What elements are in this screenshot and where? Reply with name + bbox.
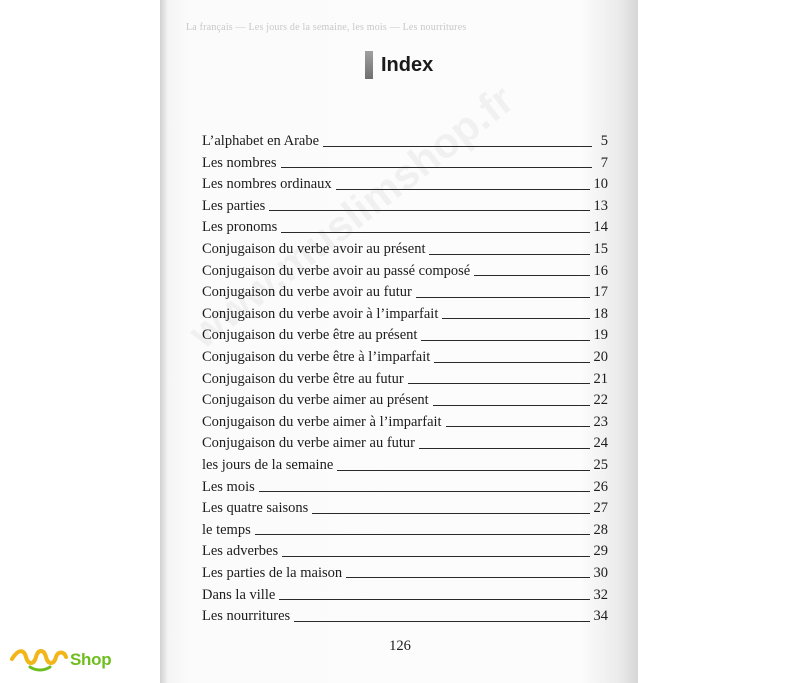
- index-entry: [202, 604, 608, 626]
- index-entry: [202, 345, 608, 367]
- index-entry-leader-line: [408, 383, 590, 384]
- index-entry: [202, 518, 608, 540]
- index-entry-page: 26: [593, 478, 608, 495]
- index-entry: [202, 388, 608, 410]
- index-entry-page: 24: [593, 435, 608, 452]
- index-entry: [202, 582, 608, 604]
- index-entry-leader-line: [281, 167, 593, 168]
- index-entry-leader-line: [281, 232, 589, 233]
- index-entry: [202, 453, 608, 475]
- muslimshop-swirl-logo-icon: [10, 645, 72, 675]
- index-entry-page: 27: [593, 500, 608, 517]
- index-entry-page: 30: [593, 564, 608, 581]
- index-entry-page: 25: [593, 457, 608, 473]
- index-entry-leader-line: [279, 599, 589, 600]
- shop-logo[interactable]: [10, 645, 111, 675]
- index-entry-leader-line: [346, 577, 589, 578]
- index-entry-leader-line: [323, 146, 592, 147]
- index-heading: [365, 50, 433, 80]
- index-entry-page: 14: [593, 219, 608, 236]
- index-entry-label: Les nourritures: [202, 608, 291, 625]
- index-entry: [202, 215, 608, 237]
- index-entry: [202, 431, 608, 453]
- index-entry-leader-line: [259, 491, 590, 492]
- index-entry-leader-line: [421, 340, 589, 341]
- index-entry-leader-line: [282, 556, 589, 557]
- index-entry-leader-line: [433, 405, 590, 406]
- index-entry-page: 7: [600, 154, 608, 171]
- index-entry-page: 16: [593, 262, 608, 279]
- index-entry-label: L’alphabet en Arabe: [202, 133, 320, 150]
- index-entry-label: Conjugaison du verbe aimer à l’imparfait: [202, 413, 442, 430]
- index-entry-page: 32: [593, 586, 608, 603]
- index-entry-page: 23: [593, 413, 608, 430]
- index-entry-label: Conjugaison du verbe être à l’imparfait: [202, 349, 431, 366]
- index-entry: [202, 561, 608, 583]
- index-entry: [202, 194, 608, 216]
- index-entry: [202, 259, 608, 281]
- index-entry-label: Conjugaison du verbe être au futur: [202, 370, 404, 387]
- index-entry: [202, 323, 608, 345]
- page-edge-shadow: [160, 0, 168, 683]
- logo-text: Shop: [70, 650, 112, 669]
- index-entry-leader-line: [269, 210, 589, 211]
- index-entry-page: 34: [593, 608, 608, 625]
- index-entry-page: 13: [593, 197, 608, 214]
- index-entry-leader-line: [446, 426, 590, 427]
- index-entry-leader-line: [255, 534, 590, 535]
- index-entry-leader-line: [337, 470, 589, 471]
- index-entry-leader-line: [312, 513, 589, 514]
- index-entry-page: 28: [593, 521, 608, 538]
- index-entry-page: 17: [593, 284, 608, 301]
- index-entry: [202, 410, 608, 432]
- index-entry-leader-line: [294, 621, 589, 622]
- index-entry: [202, 367, 608, 389]
- running-head: La français — Les jours de la semaine, les mois — Les nourritures: [186, 22, 467, 33]
- index-entry-label: les jours de la semaine: [202, 457, 334, 473]
- index-entry-label: Les nombres ordinaux: [202, 176, 332, 193]
- index-entry-leader-line: [416, 297, 590, 298]
- index-entry-page: 29: [593, 543, 608, 560]
- index-entry-label: le temps: [202, 521, 251, 538]
- index-entry-leader-line: [429, 254, 589, 255]
- index-entry: [202, 129, 608, 151]
- index-entry: [202, 237, 608, 259]
- index-entry-label: Les parties: [202, 197, 266, 214]
- index-entry-label: Les mois: [202, 478, 255, 495]
- index-entry-page: 21: [593, 370, 608, 387]
- index-entry-label: Conjugaison du verbe aimer au futur: [202, 435, 416, 452]
- index-entry-label: Conjugaison du verbe avoir à l’imparfait: [202, 305, 439, 322]
- index-entry: [202, 151, 608, 173]
- index-entry-leader-line: [442, 318, 589, 319]
- index-entry: [202, 475, 608, 497]
- index-entry-page: 5: [600, 133, 608, 150]
- index-entry-label: Conjugaison du verbe avoir au passé composé: [202, 262, 471, 279]
- index-entry: [202, 280, 608, 302]
- page-number: 126: [389, 638, 411, 654]
- index-entry: [202, 496, 608, 518]
- page-title: Index: [381, 53, 434, 76]
- index-entry: [202, 302, 608, 324]
- index-entry-label: Conjugaison du verbe avoir au futur: [202, 284, 412, 301]
- index-list: [202, 129, 608, 626]
- index-entry: [202, 539, 608, 561]
- index-entry-label: Les parties de la maison: [202, 564, 343, 581]
- index-entry-page: 20: [593, 349, 608, 366]
- index-entry-leader-line: [336, 189, 590, 190]
- index-entry-label: Les quatre saisons: [202, 500, 309, 517]
- index-entry-label: Conjugaison du verbe aimer au présent: [202, 392, 429, 409]
- index-entry: [202, 172, 608, 194]
- index-entry-page: 10: [593, 176, 608, 193]
- index-entry-leader-line: [434, 362, 589, 363]
- index-entry-page: 18: [593, 305, 608, 322]
- index-entry-label: Conjugaison du verbe avoir au présent: [202, 241, 426, 258]
- index-entry-label: Les nombres: [202, 154, 277, 171]
- index-entry-label: Les pronoms: [202, 219, 278, 236]
- index-entry-label: Dans la ville: [202, 586, 276, 603]
- index-entry-page: 22: [593, 392, 608, 409]
- index-entry-leader-line: [419, 448, 589, 449]
- index-entry-page: 15: [593, 241, 608, 258]
- index-entry-leader-line: [474, 275, 589, 276]
- index-entry-label: Conjugaison du verbe être au présent: [202, 327, 418, 344]
- title-marker-bar: [365, 51, 373, 79]
- index-entry-label: Les adverbes: [202, 543, 279, 560]
- index-entry-page: 19: [593, 327, 608, 344]
